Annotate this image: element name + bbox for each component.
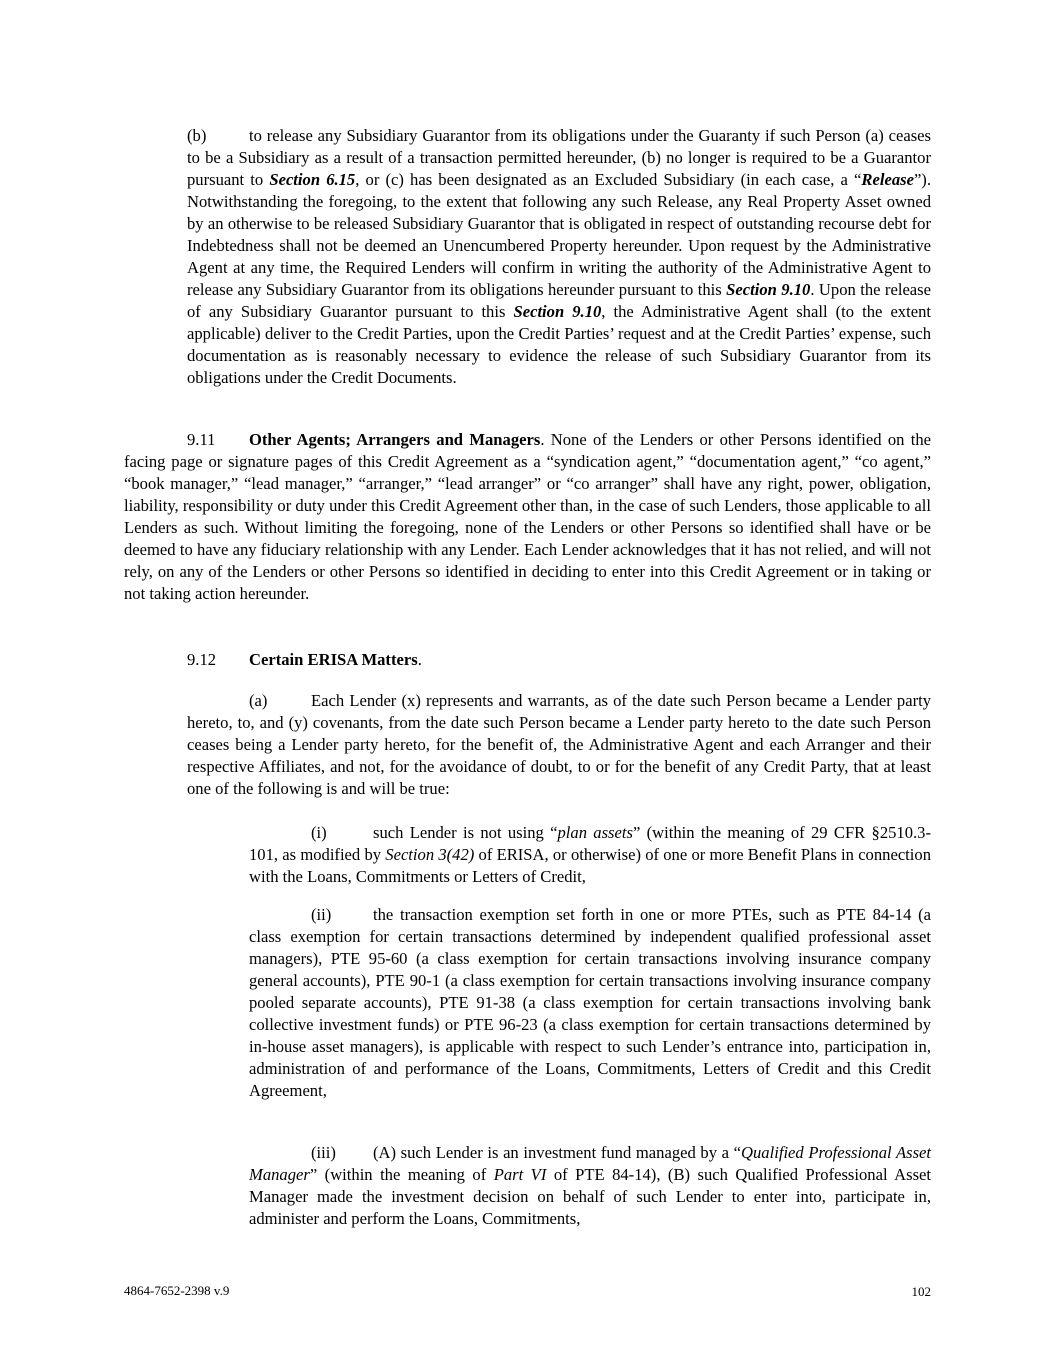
paragraph-text: (A) such Lender is an investment fund managed by a “ (373, 1143, 742, 1162)
paragraph-text: of PTE 84-14), (B) such Qualified Professional Asset Manager made the investment decision on behalf of such Lender to enter into, participate in, administer and perform the Loans, Commitments, (249, 1165, 931, 1228)
paragraph-text: . Upon the release of any Subsidiary Guarantor pursuant to this (187, 280, 931, 321)
paragraph-9-12-a-i (249, 822, 931, 888)
paragraph-text: , or (c) has been designated as an Excluded Subsidiary (in each case, a “ (355, 170, 862, 189)
clause-label: (ii) (311, 905, 332, 924)
italic-term: plan assets (557, 823, 633, 842)
section-9-11 (124, 429, 931, 605)
paragraph-9-12-a-ii (249, 904, 931, 1102)
paragraph-text: to release any Subsidiary Guarantor from its obligations under the Guaranty if such Person (a) ceases to be a Subsidiary as a result of a transaction permitted hereunder, (b) no longer is required to be a Guarantor pursuant to (187, 126, 931, 189)
section-reference: Section 6.15 (269, 170, 356, 189)
document-id: 4864-7652-2398 v.9 (124, 1283, 230, 1298)
paragraph-text: such Lender is not using “ (373, 823, 558, 842)
clause-label: (b) (187, 126, 207, 145)
paragraph-9-10-b (187, 125, 931, 389)
defined-term: Release (861, 170, 914, 189)
page-number: 102 (911, 1284, 931, 1299)
section-reference: Section 9.10 (513, 302, 602, 321)
paragraph-text: ” (within the meaning of 29 CFR §2510.3-101, as modified by (249, 823, 931, 864)
section-heading: Other Agents; Arrangers and Managers (249, 430, 541, 449)
section-number: 9.12 (187, 650, 217, 669)
clause-label: (a) (249, 691, 268, 710)
paragraph-9-12-a (187, 690, 931, 800)
section-reference: Part VI (493, 1165, 547, 1184)
section-9-12 (187, 649, 931, 671)
section-reference: Section 3(42) (385, 845, 475, 864)
heading-period: . (417, 650, 422, 669)
section-heading: Certain ERISA Matters (249, 650, 418, 669)
paragraph-9-12-a-iii (249, 1142, 931, 1230)
paragraph-text: the transaction exemption set forth in one or more PTEs, such as PTE 84-14 (a class exemption for certain transactions determined by independent qualified professional asset managers), PTE 95-60 (a class exemption for certain transactions involving insurance company general accounts), PTE 90-1 (a class exemption for certain transactions involving insurance company pooled separate accounts), PTE 91-38 (a class exemption for certain transactions involving bank collective investment funds) or PTE 96-23 (a class exemption for certain transactions determined by in-house asset managers), is applicable with respect to such Lender’s entrance into, participation in, administration of and performance of the Loans, Commitments, Letters of Credit and this Credit Agreement, (249, 905, 931, 1100)
italic-term: Qualified Professional Asset Manager (249, 1143, 931, 1184)
paragraph-text: Each Lender (x) represents and warrants, as of the date such Person became a Lender party hereto, to, and (y) covenants, from the date such Person became a Lender party hereto to the date such Person ceases being a Lender party hereto, for the benefit of, the Administrative Agent and each Arranger and their respective Affiliates, and not, for the avoidance of doubt, to or for the benefit of any Credit Party, that at least one of the following is and will be true: (187, 691, 931, 798)
paragraph-text: of ERISA, or otherwise) of one or more Benefit Plans in connection with the Loans, Commitments or Letters of Credit, (249, 845, 931, 886)
clause-label: (i) (311, 823, 327, 842)
section-reference: Section 9.10 (726, 280, 811, 299)
paragraph-text: ” (within the meaning of (309, 1165, 494, 1184)
paragraph-text: , the Administrative Agent shall (to the extent applicable) deliver to the Credit Parties, upon the Credit Parties’ request and at the Credit Parties’ expense, such documentation as is reasonably necessary to evidence the release of such Subsidiary Guarantor from its obligations under the Credit Documents. (187, 302, 931, 387)
clause-label: (iii) (311, 1143, 336, 1162)
paragraph-text: ”). Notwithstanding the foregoing, to the extent that following any such Release, any Real Property Asset owned by an otherwise to be released Subsidiary Guarantor that is obligated in respect of outstanding recourse debt for Indebtedness shall not be deemed an Unencumbered Property hereunder. Upon request by the Administrative Agent at any time, the Required Lenders will confirm in writing the authority of the Administrative Agent to release any Subsidiary Guarantor from its obligations hereunder pursuant to this (187, 170, 931, 299)
section-number: 9.11 (187, 430, 216, 449)
section-body: . None of the Lenders or other Persons identified on the facing page or signature pages of this Credit Agreement as a “syndication agent,” “documentation agent,” “co agent,” “book manager,” “lead manager,” “arranger,” “lead arranger” or “co arranger” shall have any right, power, obligation, liability, responsibility or duty under this Credit Agreement other than, in the case of such Lenders, those applicable to all Lenders as such. Without limiting the foregoing, none of the Lenders or other Persons so identified shall have or be deemed to have any fiduciary relationship with any Lender. Each Lender acknowledges that it has not relied, and will not rely, on any of the Lenders or other Persons so identified in deciding to enter into this Credit Agreement or in taking or not taking action hereunder. (124, 430, 931, 603)
